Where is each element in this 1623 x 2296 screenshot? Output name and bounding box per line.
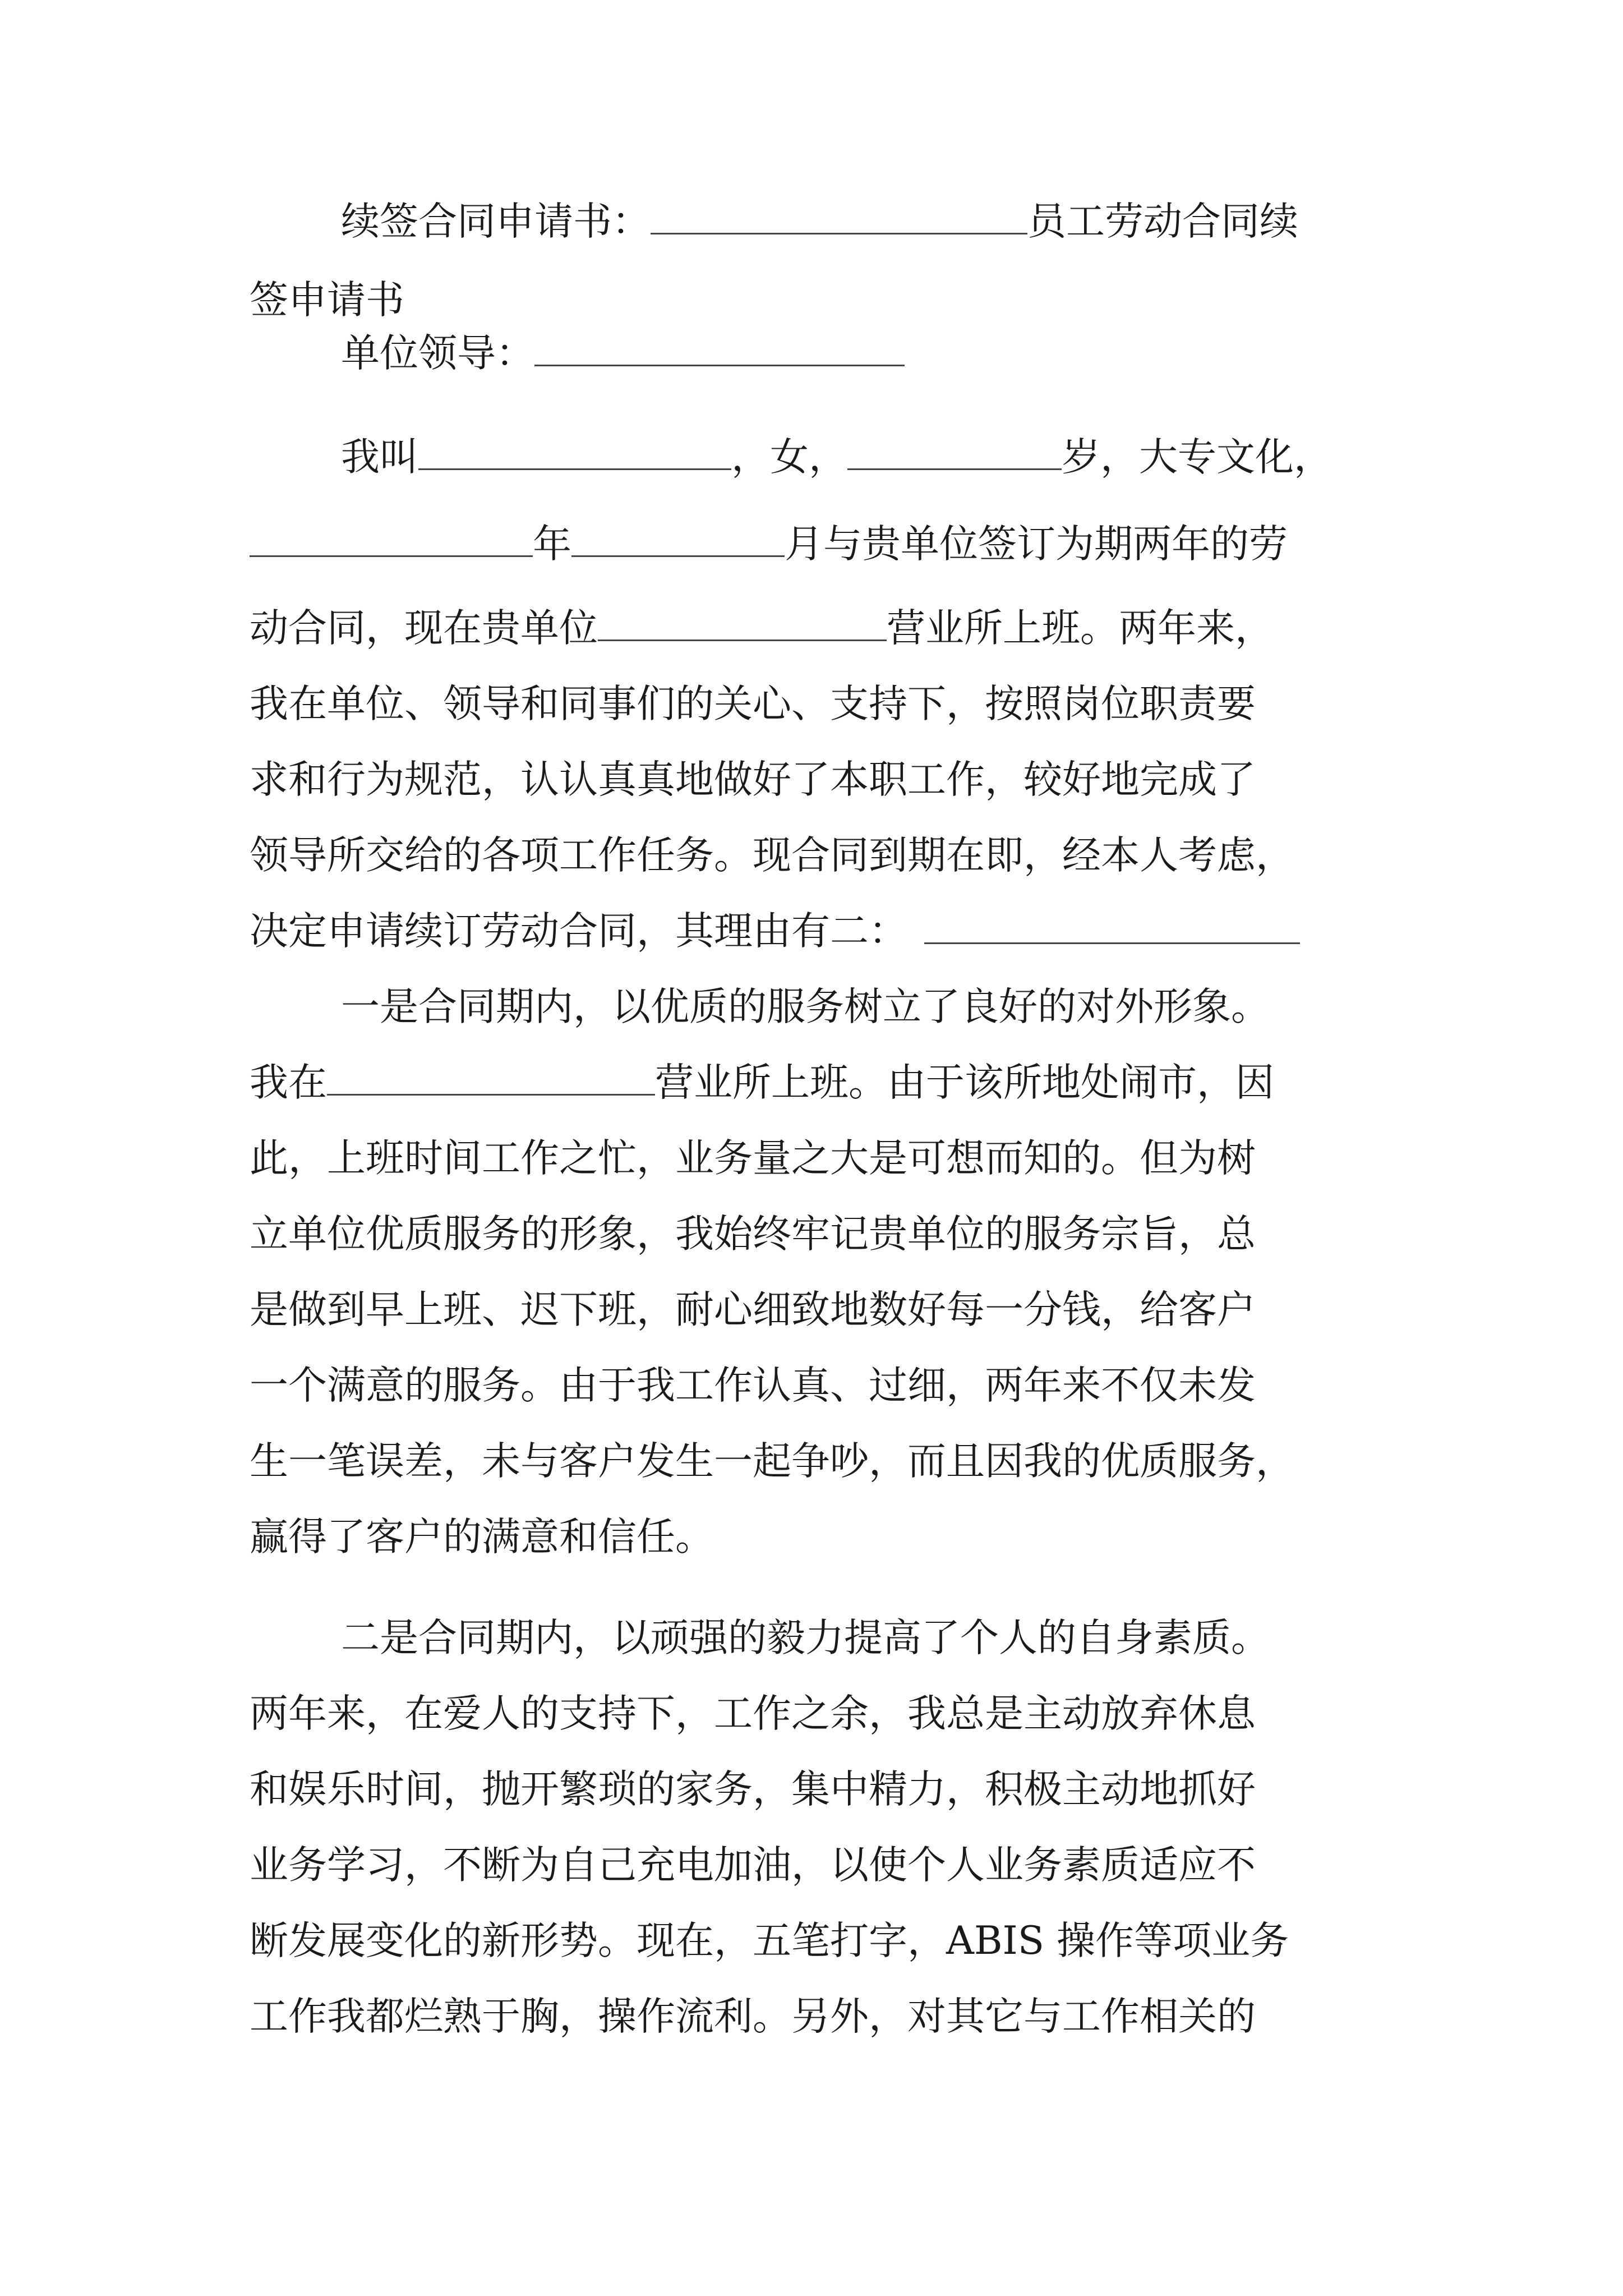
month-blank[interactable] — [571, 518, 785, 557]
text-segment: 月与贵单位签订为期两年的劳 — [785, 522, 1288, 567]
name-blank[interactable] — [418, 431, 731, 470]
branch-name-blank[interactable] — [598, 602, 887, 641]
title-line-continued — [250, 272, 404, 328]
text-segment: 和娱乐时间，抛开繁琐的家务，集中精力，积极主动地抓好 — [250, 1767, 1256, 1812]
text-segment: 赢得了客户的满意和信任。 — [250, 1515, 714, 1559]
title-label: 续签合同申请书： — [341, 199, 651, 244]
paragraph-line — [250, 1913, 1289, 1969]
text-segment: 业务学习，不断为自己充电加油，以使个人业务素质适应不 — [250, 1843, 1256, 1888]
company-name-blank[interactable] — [651, 195, 1027, 234]
paragraph-line — [250, 1761, 1256, 1818]
branch-name-blank-2[interactable] — [327, 1056, 655, 1096]
age-blank[interactable] — [847, 431, 1062, 470]
text-segment: 我在单位、领导和同事们的关心、支持下，按照岗位职责要 — [250, 682, 1256, 726]
text-segment: 我叫 — [341, 435, 418, 480]
paragraph-line — [250, 827, 1294, 884]
salutation-line — [341, 325, 905, 381]
text-segment: 求和行为规范，认认真真地做好了本职工作，较好地完成了 — [250, 757, 1256, 802]
paragraph-line — [250, 600, 1274, 656]
text-segment: 一是合同期内，以优质的服务树立了良好的对外形象。 — [341, 984, 1270, 1029]
title-end: 签申请书 — [250, 278, 404, 323]
text-segment: ，女， — [731, 435, 847, 480]
text-segment: 立单位优质服务的形象，我始终牢记贵单位的服务宗旨，总 — [250, 1212, 1256, 1257]
text-segment: 两年来，在爱人的支持下，工作之余，我总是主动放弃休息 — [250, 1691, 1256, 1736]
title-suffix: 员工劳动合同续 — [1027, 199, 1298, 244]
year-blank[interactable] — [250, 518, 533, 557]
paragraph-line — [250, 1282, 1256, 1338]
text-segment: 领导所交给的各项工作任务。现合同到期在即，经本人考虑， — [250, 833, 1294, 878]
text-segment: 岁，大专文化， — [1062, 435, 1332, 480]
text-segment: 我在 — [250, 1060, 327, 1105]
paragraph-line — [250, 1130, 1256, 1186]
paragraph-line — [341, 979, 1270, 1035]
paragraph-line — [250, 1509, 714, 1565]
text-segment: 动合同，现在贵单位 — [250, 606, 598, 651]
paragraph-line — [250, 752, 1256, 808]
text-segment: 生一笔误差，未与客户发生一起争吵，而且因我的优质服务， — [250, 1439, 1294, 1484]
paragraph-line — [250, 676, 1256, 732]
title-line — [341, 194, 1298, 250]
text-segment: 营业所上班。两年来， — [887, 606, 1274, 651]
text-segment: 此，上班时间工作之忙，业务量之大是可想而知的。但为树 — [250, 1136, 1256, 1181]
paragraph-line — [250, 1686, 1256, 1742]
paragraph-line — [250, 1433, 1294, 1489]
paragraph-line — [250, 903, 1300, 959]
text-segment: 工作我都烂熟于胸，操作流利。另外，对其它与工作相关的 — [250, 1994, 1256, 2039]
text-segment: 年 — [533, 522, 571, 567]
text-segment: 断发展变化的新形势。现在，五笔打字，ABIS 操作等项业务 — [250, 1918, 1289, 1963]
text-segment: 二是合同期内，以顽强的毅力提高了个人的自身素质。 — [341, 1616, 1270, 1660]
paragraph-line — [341, 429, 1332, 485]
leader-name-blank[interactable] — [534, 327, 905, 366]
paragraph-line — [250, 516, 1288, 572]
paragraph-line — [250, 1206, 1256, 1262]
reason-blank[interactable] — [924, 905, 1300, 944]
text-segment: 一个满意的服务。由于我工作认真、过细，两年来不仅未发 — [250, 1363, 1256, 1408]
text-segment: 营业所上班。由于该所地处闹市，因 — [655, 1060, 1274, 1105]
text-segment: 决定申请续订劳动合同，其理由有二： — [250, 909, 907, 954]
paragraph-line — [250, 1837, 1256, 1893]
paragraph-line — [250, 1055, 1274, 1111]
paragraph-line — [250, 1358, 1256, 1414]
salutation-label: 单位领导： — [341, 331, 534, 376]
text-segment: 是做到早上班、迟下班，耐心细致地数好每一分钱，给客户 — [250, 1287, 1256, 1332]
paragraph-line — [341, 1610, 1270, 1666]
paragraph-line — [250, 1989, 1256, 2045]
